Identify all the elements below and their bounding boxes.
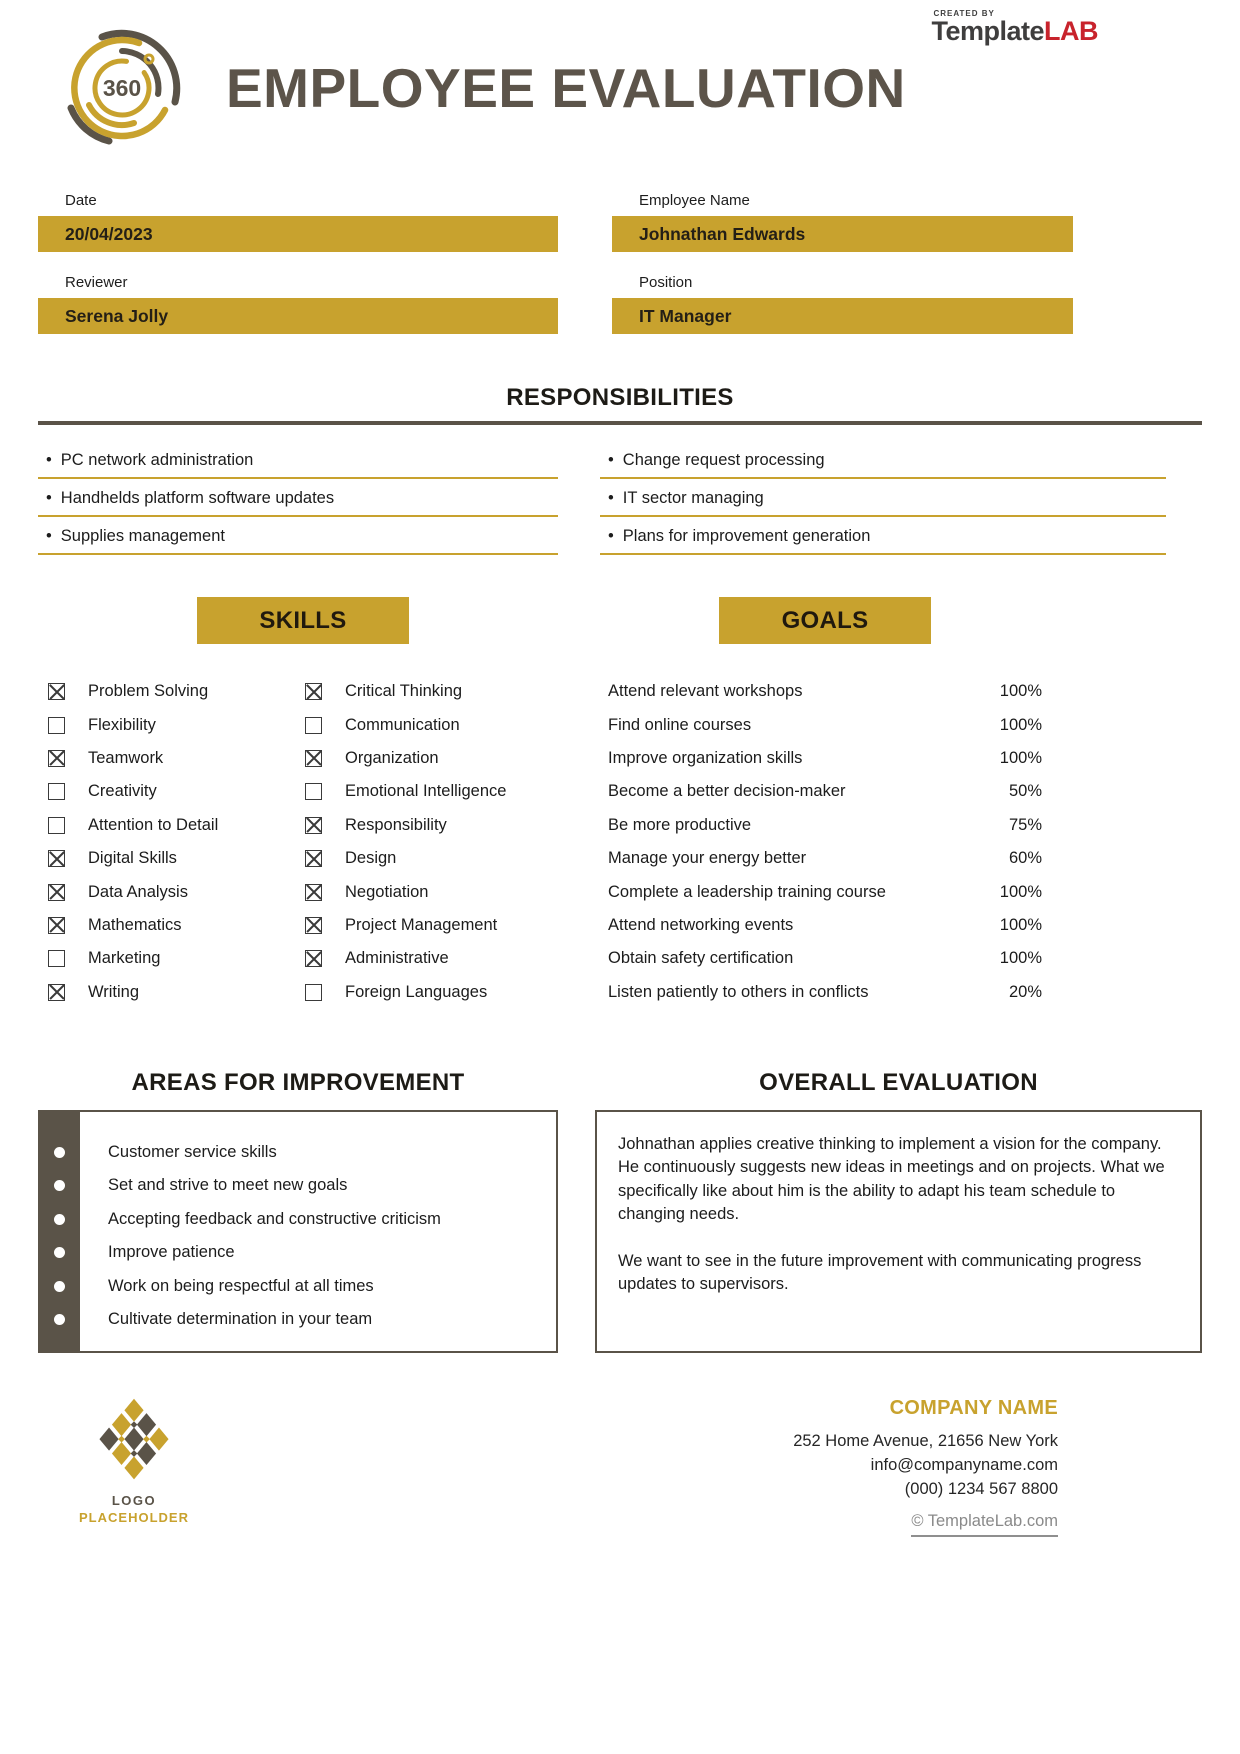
skill-checkbox[interactable] [305,783,322,800]
created-by-label: CREATED BY [933,9,995,18]
goal-label: Improve organization skills [608,748,803,767]
skills-list [48,675,568,1009]
responsibility-item: • IT sector managing [600,479,1166,517]
skill-checkbox[interactable] [48,683,65,700]
goal-row [608,809,1042,842]
goal-row [608,775,1042,808]
company-address: 252 Home Avenue, 21656 New York [793,1431,1058,1450]
footer [78,1397,1058,1525]
skill-row [48,942,305,975]
responsibility-item: • Handhelds platform software updates [38,479,558,517]
field-employee-name-value[interactable]: Johnathan Edwards [612,216,1073,252]
skill-checkbox[interactable] [48,850,65,867]
skill-row [305,675,568,708]
skill-label: Writing [88,982,140,1001]
skill-row [305,875,568,908]
skill-label: Mathematics [88,915,182,934]
skill-row [48,976,305,1009]
skill-label: Critical Thinking [345,682,463,701]
overall-paragraph: We want to see in the future improvement with communicating progress updates to supervisors. [618,1251,1142,1294]
goal-value: 60% [1008,849,1042,868]
improvement-item: Customer service skills [108,1136,556,1169]
goal-value: 50% [1008,782,1042,801]
skill-checkbox[interactable] [305,950,322,967]
goals-column [608,597,1042,1009]
skill-checkbox[interactable] [48,750,65,767]
responsibilities-right-column [600,441,1166,555]
overall-paragraph: Johnathan applies creative thinking to implement a vision for the company. He continuously suggests new ideas in meetings and on projects. What we specifically like about him is the ability to adapt his team schedule to changing needs. [618,1134,1165,1224]
improvement-item: Cultivate determination in your team [108,1303,556,1336]
goal-label: Become a better decision-maker [608,782,846,801]
skill-label: Responsibility [345,815,447,834]
responsibilities-list [38,441,1202,555]
goal-row [608,875,1042,908]
improvement-box [38,1110,558,1353]
skill-label: Problem Solving [88,682,209,701]
skill-row [48,708,305,741]
field-reviewer-value[interactable]: Serena Jolly [38,298,558,334]
skill-row [305,809,568,842]
goals-list [608,675,1042,1009]
templatelab-logo [931,18,1098,45]
field-employee-name [612,192,1073,252]
overall-title: OVERALL EVALUATION [759,1068,1038,1096]
company-email: info@companyname.com [870,1455,1058,1474]
field-date-label: Date [65,192,97,209]
diamond-logo-icon [86,1397,182,1485]
skill-row [48,875,305,908]
skill-row [48,809,305,842]
logo-placeholder [78,1397,190,1525]
goal-label: Find online courses [608,715,752,734]
skill-label: Administrative [345,949,449,968]
goal-value: 100% [999,949,1042,968]
improvement-item: Set and strive to meet new goals [108,1169,556,1202]
goal-value: 100% [999,748,1042,767]
goal-label: Complete a leadership training course [608,882,886,901]
field-position-label: Position [639,274,693,291]
goal-value: 100% [999,682,1042,701]
skill-row [305,909,568,942]
goal-value: 100% [999,882,1042,901]
skill-label: Teamwork [88,748,164,767]
overall-column [595,1069,1202,1353]
skills-goals-section [38,597,1202,1009]
skill-label: Communication [345,715,460,734]
goal-label: Manage your energy better [608,849,807,868]
goal-row [608,909,1042,942]
skills-subcolumn-2 [305,675,568,1009]
goal-row [608,976,1042,1009]
skill-checkbox[interactable] [48,884,65,901]
goal-label: Be more productive [608,815,752,834]
skill-checkbox[interactable] [305,750,322,767]
field-position [612,274,1073,334]
responsibility-item: • Plans for improvement generation [600,517,1166,555]
skills-column [38,597,568,1009]
logo-360-icon [62,28,182,148]
skill-label: Negotiation [345,882,429,901]
goal-value: 20% [1008,982,1042,1001]
skill-label: Attention to Detail [88,815,219,834]
goal-value: 100% [999,915,1042,934]
skill-row [305,842,568,875]
skill-label: Organization [345,748,439,767]
goal-label: Attend relevant workshops [608,682,803,701]
goal-label: Obtain safety certification [608,949,794,968]
responsibility-item: • Change request processing [600,441,1166,479]
responsibility-item: • PC network administration [38,441,558,479]
skill-row [48,775,305,808]
skill-row [305,942,568,975]
skill-checkbox[interactable] [48,917,65,934]
field-date [38,192,558,252]
goal-label: Listen patiently to others in conflicts [608,982,869,1001]
field-date-value[interactable]: 20/04/2023 [38,216,558,252]
responsibility-item: • Supplies management [38,517,558,555]
improvement-overall-section [38,1069,1202,1353]
goal-value: 100% [999,715,1042,734]
logo-placeholder-line1: LOGO [111,1492,157,1508]
logo-placeholder-line2: PLACEHOLDER [79,1509,189,1525]
responsibilities-left-column [38,441,558,555]
skill-checkbox[interactable] [305,850,322,867]
field-employee-name-label: Employee Name [639,192,750,209]
skill-checkbox[interactable] [305,984,322,1001]
skill-row [305,775,568,808]
improvement-list [40,1112,556,1336]
templatelab-copyright-link[interactable]: © TemplateLab.com [911,1512,1058,1537]
improvement-item: Work on being respectful at all times [108,1269,556,1302]
brand-lab-text: LAB [1044,16,1098,46]
skill-row [305,976,568,1009]
responsibilities-divider [38,421,1202,425]
field-reviewer [38,274,558,334]
goal-row [608,842,1042,875]
goals-header: GOALS [719,597,931,644]
improvement-item: Accepting feedback and constructive criticism [108,1203,556,1236]
goal-row [608,742,1042,775]
skill-checkbox[interactable] [305,683,322,700]
fields-grid [38,192,1202,334]
responsibilities-title: RESPONSIBILITIES [506,384,734,411]
goal-row [608,942,1042,975]
skill-checkbox[interactable] [305,884,322,901]
goal-value: 75% [1008,815,1042,834]
skill-label: Data Analysis [88,882,188,901]
skill-label: Creativity [88,782,157,801]
skill-label: Design [345,849,397,868]
skills-subcolumn-1 [48,675,305,1009]
page-title: EMPLOYEE EVALUATION [226,57,906,119]
field-position-value[interactable]: IT Manager [612,298,1073,334]
company-name: COMPANY NAME [889,1396,1058,1419]
company-phone: (000) 1234 567 8800 [904,1479,1058,1498]
skill-checkbox[interactable] [48,950,65,967]
templatelab-brand [931,10,1098,45]
skill-checkbox[interactable] [48,984,65,1001]
skill-label: Flexibility [88,715,156,734]
skill-row [305,708,568,741]
goal-label: Attend networking events [608,915,794,934]
skill-checkbox[interactable] [48,817,65,834]
skill-label: Foreign Languages [345,982,488,1001]
skill-checkbox[interactable] [305,717,322,734]
skill-row [305,742,568,775]
skill-row [48,842,305,875]
skill-row [48,742,305,775]
improvement-column [38,1069,558,1353]
skill-label: Digital Skills [88,849,177,868]
improvement-title: AREAS FOR IMPROVEMENT [131,1068,465,1096]
field-reviewer-label: Reviewer [65,274,128,291]
goal-row [608,675,1042,708]
skill-label: Marketing [88,949,161,968]
skills-header: SKILLS [197,597,409,644]
responsibilities-section [38,384,1202,555]
overall-box [595,1110,1202,1353]
skill-row [48,909,305,942]
company-info [793,1397,1058,1501]
skill-checkbox[interactable] [48,717,65,734]
skill-label: Project Management [345,915,498,934]
brand-template-text: Template [931,16,1044,46]
improvement-item: Improve patience [108,1236,556,1269]
skill-checkbox[interactable] [48,783,65,800]
skill-row [48,675,305,708]
skill-checkbox[interactable] [305,917,322,934]
skill-label: Emotional Intelligence [345,782,507,801]
skill-checkbox[interactable] [305,817,322,834]
goal-row [608,708,1042,741]
logo-360-text: 360 [102,75,142,101]
header [62,28,1202,148]
